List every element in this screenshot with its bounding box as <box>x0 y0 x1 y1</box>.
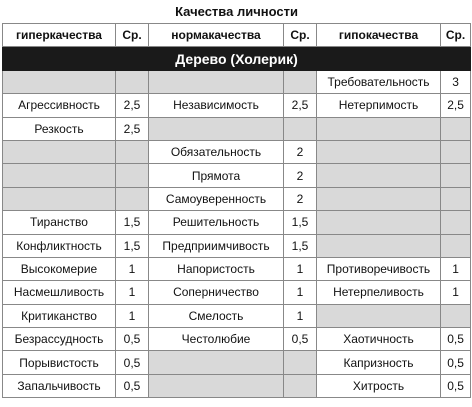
hyper-avg-cell <box>116 140 149 163</box>
hypo-quality-cell: Нетерпимость <box>317 94 441 117</box>
table-row <box>3 328 471 351</box>
norm-quality-cell <box>149 117 284 140</box>
norm-avg-cell <box>284 351 317 374</box>
hypo-quality-cell <box>317 140 441 163</box>
header-norm: нормакачества <box>149 24 284 47</box>
hypo-avg-cell: 3 <box>441 70 471 93</box>
hypo-avg-cell <box>441 187 471 210</box>
hypo-quality-cell: Хаотичность <box>317 328 441 351</box>
hyper-quality-cell: Насмешливость <box>3 281 116 304</box>
norm-quality-cell: Честолюбие <box>149 328 284 351</box>
hyper-avg-cell: 1 <box>116 257 149 280</box>
hypo-avg-cell <box>441 304 471 327</box>
hyper-avg-cell: 1,5 <box>116 211 149 234</box>
hyper-avg-cell: 2,5 <box>116 94 149 117</box>
table-row <box>3 117 471 140</box>
hypo-quality-cell: Противоречивость <box>317 257 441 280</box>
hypo-quality-cell <box>317 234 441 257</box>
hyper-avg-cell: 0,5 <box>116 374 149 397</box>
table-row <box>3 164 471 187</box>
hypo-quality-cell <box>317 211 441 234</box>
hyper-avg-cell: 1,5 <box>116 234 149 257</box>
norm-avg-cell: 1,5 <box>284 211 317 234</box>
norm-quality-cell: Независимость <box>149 94 284 117</box>
norm-quality-cell: Напористость <box>149 257 284 280</box>
norm-quality-cell <box>149 374 284 397</box>
norm-avg-cell: 1,5 <box>284 234 317 257</box>
table-row <box>3 211 471 234</box>
table-title-row <box>3 0 471 24</box>
hyper-quality-cell <box>3 70 116 93</box>
hypo-avg-cell: 2,5 <box>441 94 471 117</box>
table-row <box>3 374 471 397</box>
table-row <box>3 94 471 117</box>
hypo-quality-cell: Требовательность <box>317 70 441 93</box>
hypo-avg-cell: 0,5 <box>441 328 471 351</box>
hypo-avg-cell <box>441 164 471 187</box>
hyper-avg-cell: 1 <box>116 304 149 327</box>
norm-quality-cell: Решительность <box>149 211 284 234</box>
hyper-quality-cell: Конфликтность <box>3 234 116 257</box>
table-row <box>3 304 471 327</box>
hyper-quality-cell: Запальчивость <box>3 374 116 397</box>
hypo-avg-cell <box>441 234 471 257</box>
hyper-quality-cell: Тиранство <box>3 211 116 234</box>
table-title: Качества личности <box>3 0 471 24</box>
table-row <box>3 281 471 304</box>
hypo-avg-cell <box>441 211 471 234</box>
section-title: Дерево (Холерик) <box>3 47 471 70</box>
hypo-quality-cell: Хитрость <box>317 374 441 397</box>
norm-avg-cell: 2 <box>284 187 317 210</box>
hyper-avg-cell: 0,5 <box>116 351 149 374</box>
hyper-quality-cell: Критиканство <box>3 304 116 327</box>
qualities-table <box>2 0 471 398</box>
hypo-avg-cell: 1 <box>441 281 471 304</box>
table-row <box>3 140 471 163</box>
hyper-quality-cell: Высокомерие <box>3 257 116 280</box>
hypo-quality-cell <box>317 164 441 187</box>
hyper-quality-cell: Безрассудность <box>3 328 116 351</box>
norm-quality-cell: Прямота <box>149 164 284 187</box>
hyper-quality-cell <box>3 164 116 187</box>
header-hypo-avg: Ср. <box>441 24 471 47</box>
section-row <box>3 47 471 70</box>
hyper-avg-cell: 1 <box>116 281 149 304</box>
hypo-quality-cell <box>317 304 441 327</box>
norm-avg-cell: 2,5 <box>284 94 317 117</box>
hyper-quality-cell: Порывистость <box>3 351 116 374</box>
norm-quality-cell: Смелость <box>149 304 284 327</box>
norm-quality-cell: Соперничество <box>149 281 284 304</box>
norm-quality-cell: Самоуверенность <box>149 187 284 210</box>
norm-avg-cell: 2 <box>284 164 317 187</box>
header-hyper-avg: Ср. <box>116 24 149 47</box>
table-row <box>3 187 471 210</box>
table-body <box>3 70 471 397</box>
header-norm-avg: Ср. <box>284 24 317 47</box>
hyper-avg-cell: 2,5 <box>116 117 149 140</box>
table-row <box>3 234 471 257</box>
norm-quality-cell <box>149 351 284 374</box>
hypo-avg-cell <box>441 117 471 140</box>
norm-quality-cell <box>149 70 284 93</box>
hyper-avg-cell <box>116 164 149 187</box>
header-row <box>3 24 471 47</box>
table-row <box>3 351 471 374</box>
hypo-quality-cell: Нетерпеливость <box>317 281 441 304</box>
header-hyper: гиперкачества <box>3 24 116 47</box>
hyper-quality-cell: Агрессивность <box>3 94 116 117</box>
hypo-quality-cell <box>317 117 441 140</box>
norm-quality-cell: Обязательность <box>149 140 284 163</box>
norm-avg-cell: 1 <box>284 281 317 304</box>
norm-avg-cell: 0,5 <box>284 328 317 351</box>
norm-avg-cell <box>284 70 317 93</box>
norm-avg-cell <box>284 117 317 140</box>
hypo-avg-cell: 0,5 <box>441 374 471 397</box>
norm-avg-cell: 1 <box>284 257 317 280</box>
hyper-avg-cell <box>116 187 149 210</box>
hypo-quality-cell: Капризность <box>317 351 441 374</box>
hyper-avg-cell <box>116 70 149 93</box>
norm-avg-cell: 1 <box>284 304 317 327</box>
norm-quality-cell: Предприимчивость <box>149 234 284 257</box>
hypo-avg-cell: 0,5 <box>441 351 471 374</box>
table-row <box>3 257 471 280</box>
table-row <box>3 70 471 93</box>
hyper-quality-cell <box>3 187 116 210</box>
hypo-quality-cell <box>317 187 441 210</box>
hypo-avg-cell: 1 <box>441 257 471 280</box>
hyper-quality-cell <box>3 140 116 163</box>
norm-avg-cell: 2 <box>284 140 317 163</box>
hypo-avg-cell <box>441 140 471 163</box>
norm-avg-cell <box>284 374 317 397</box>
hyper-avg-cell: 0,5 <box>116 328 149 351</box>
hyper-quality-cell: Резкость <box>3 117 116 140</box>
header-hypo: гипокачества <box>317 24 441 47</box>
